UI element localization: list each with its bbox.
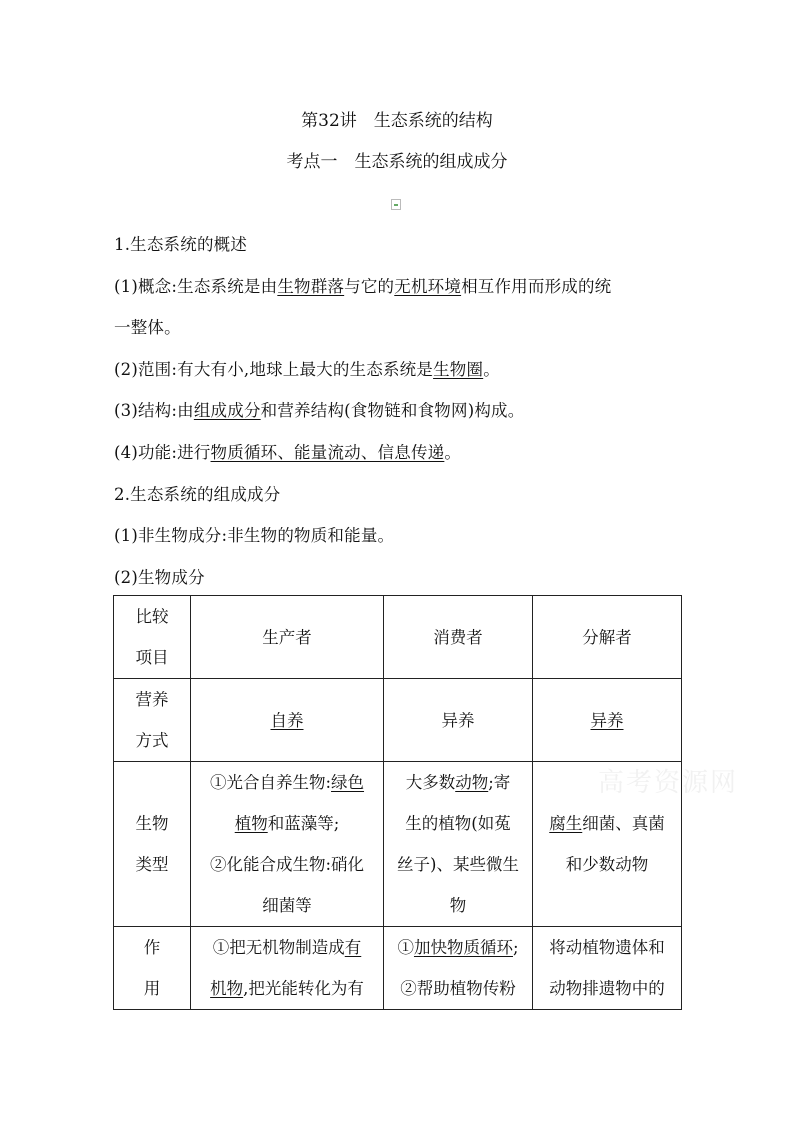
consumer-types: 大多数动物;寄 生的植物(如菟 丝子)、某些微生 物: [384, 762, 533, 927]
range-line: (2)范围:有大有小,地球上最大的生态系统是生物圈。: [114, 360, 500, 379]
components-heading: 2.生态系统的组成成分: [114, 485, 281, 504]
producer-nutrition: 自养: [191, 679, 384, 762]
table-row: [114, 679, 682, 762]
biotic-heading: (2)生物成分: [114, 568, 205, 587]
decomposer-nutrition: 异养: [533, 679, 682, 762]
decomposer-types: 腐生细菌、真菌 和少数动物: [533, 762, 682, 927]
compare-item-cell: 比较 项目: [114, 596, 191, 679]
nonbiotic-line: (1)非生物成分:非生物的物质和能量。: [114, 526, 395, 545]
consumer-header: 消费者: [384, 596, 533, 679]
overview-heading: 1.生态系统的概述: [114, 235, 248, 254]
watermark: 高考资源网: [598, 768, 739, 798]
concept-continued: 一整体。: [114, 318, 181, 337]
table-row: [114, 762, 682, 927]
role-label: 作 用: [114, 927, 191, 1010]
lecture-title: 第32讲 生态系统的结构: [301, 111, 493, 131]
concept-line: (1)概念:生态系统是由生物群落与它的无机环境相互作用而形成的统: [114, 277, 612, 296]
producer-header: 生产者: [191, 596, 384, 679]
biotic-components-table: [113, 595, 682, 1010]
broken-image-icon: [391, 199, 401, 210]
consumer-nutrition: 异养: [384, 679, 533, 762]
table-row: [114, 596, 682, 679]
type-label: 生物 类型: [114, 762, 191, 927]
decomposer-header: 分解者: [533, 596, 682, 679]
function-line: (4)功能:进行物质循环、能量流动、信息传递。: [114, 443, 462, 462]
section-title: 考点一 生态系统的组成成分: [286, 152, 508, 172]
consumer-role: ①加快物质循环; ②帮助植物传粉: [384, 927, 533, 1010]
producer-role: ①把无机物制造成有 机物,把光能转化为有: [191, 927, 384, 1010]
nutrition-label: 营养 方式: [114, 679, 191, 762]
producer-types: ①光合自养生物:绿色 植物和蓝藻等; ②化能合成生物:硝化 细菌等: [191, 762, 384, 927]
table-row: [114, 927, 682, 1010]
structure-line: (3)结构:由组成成分和营养结构(食物链和食物网)构成。: [114, 401, 525, 420]
decomposer-role: 将动植物遗体和 动物排遗物中的: [533, 927, 682, 1010]
